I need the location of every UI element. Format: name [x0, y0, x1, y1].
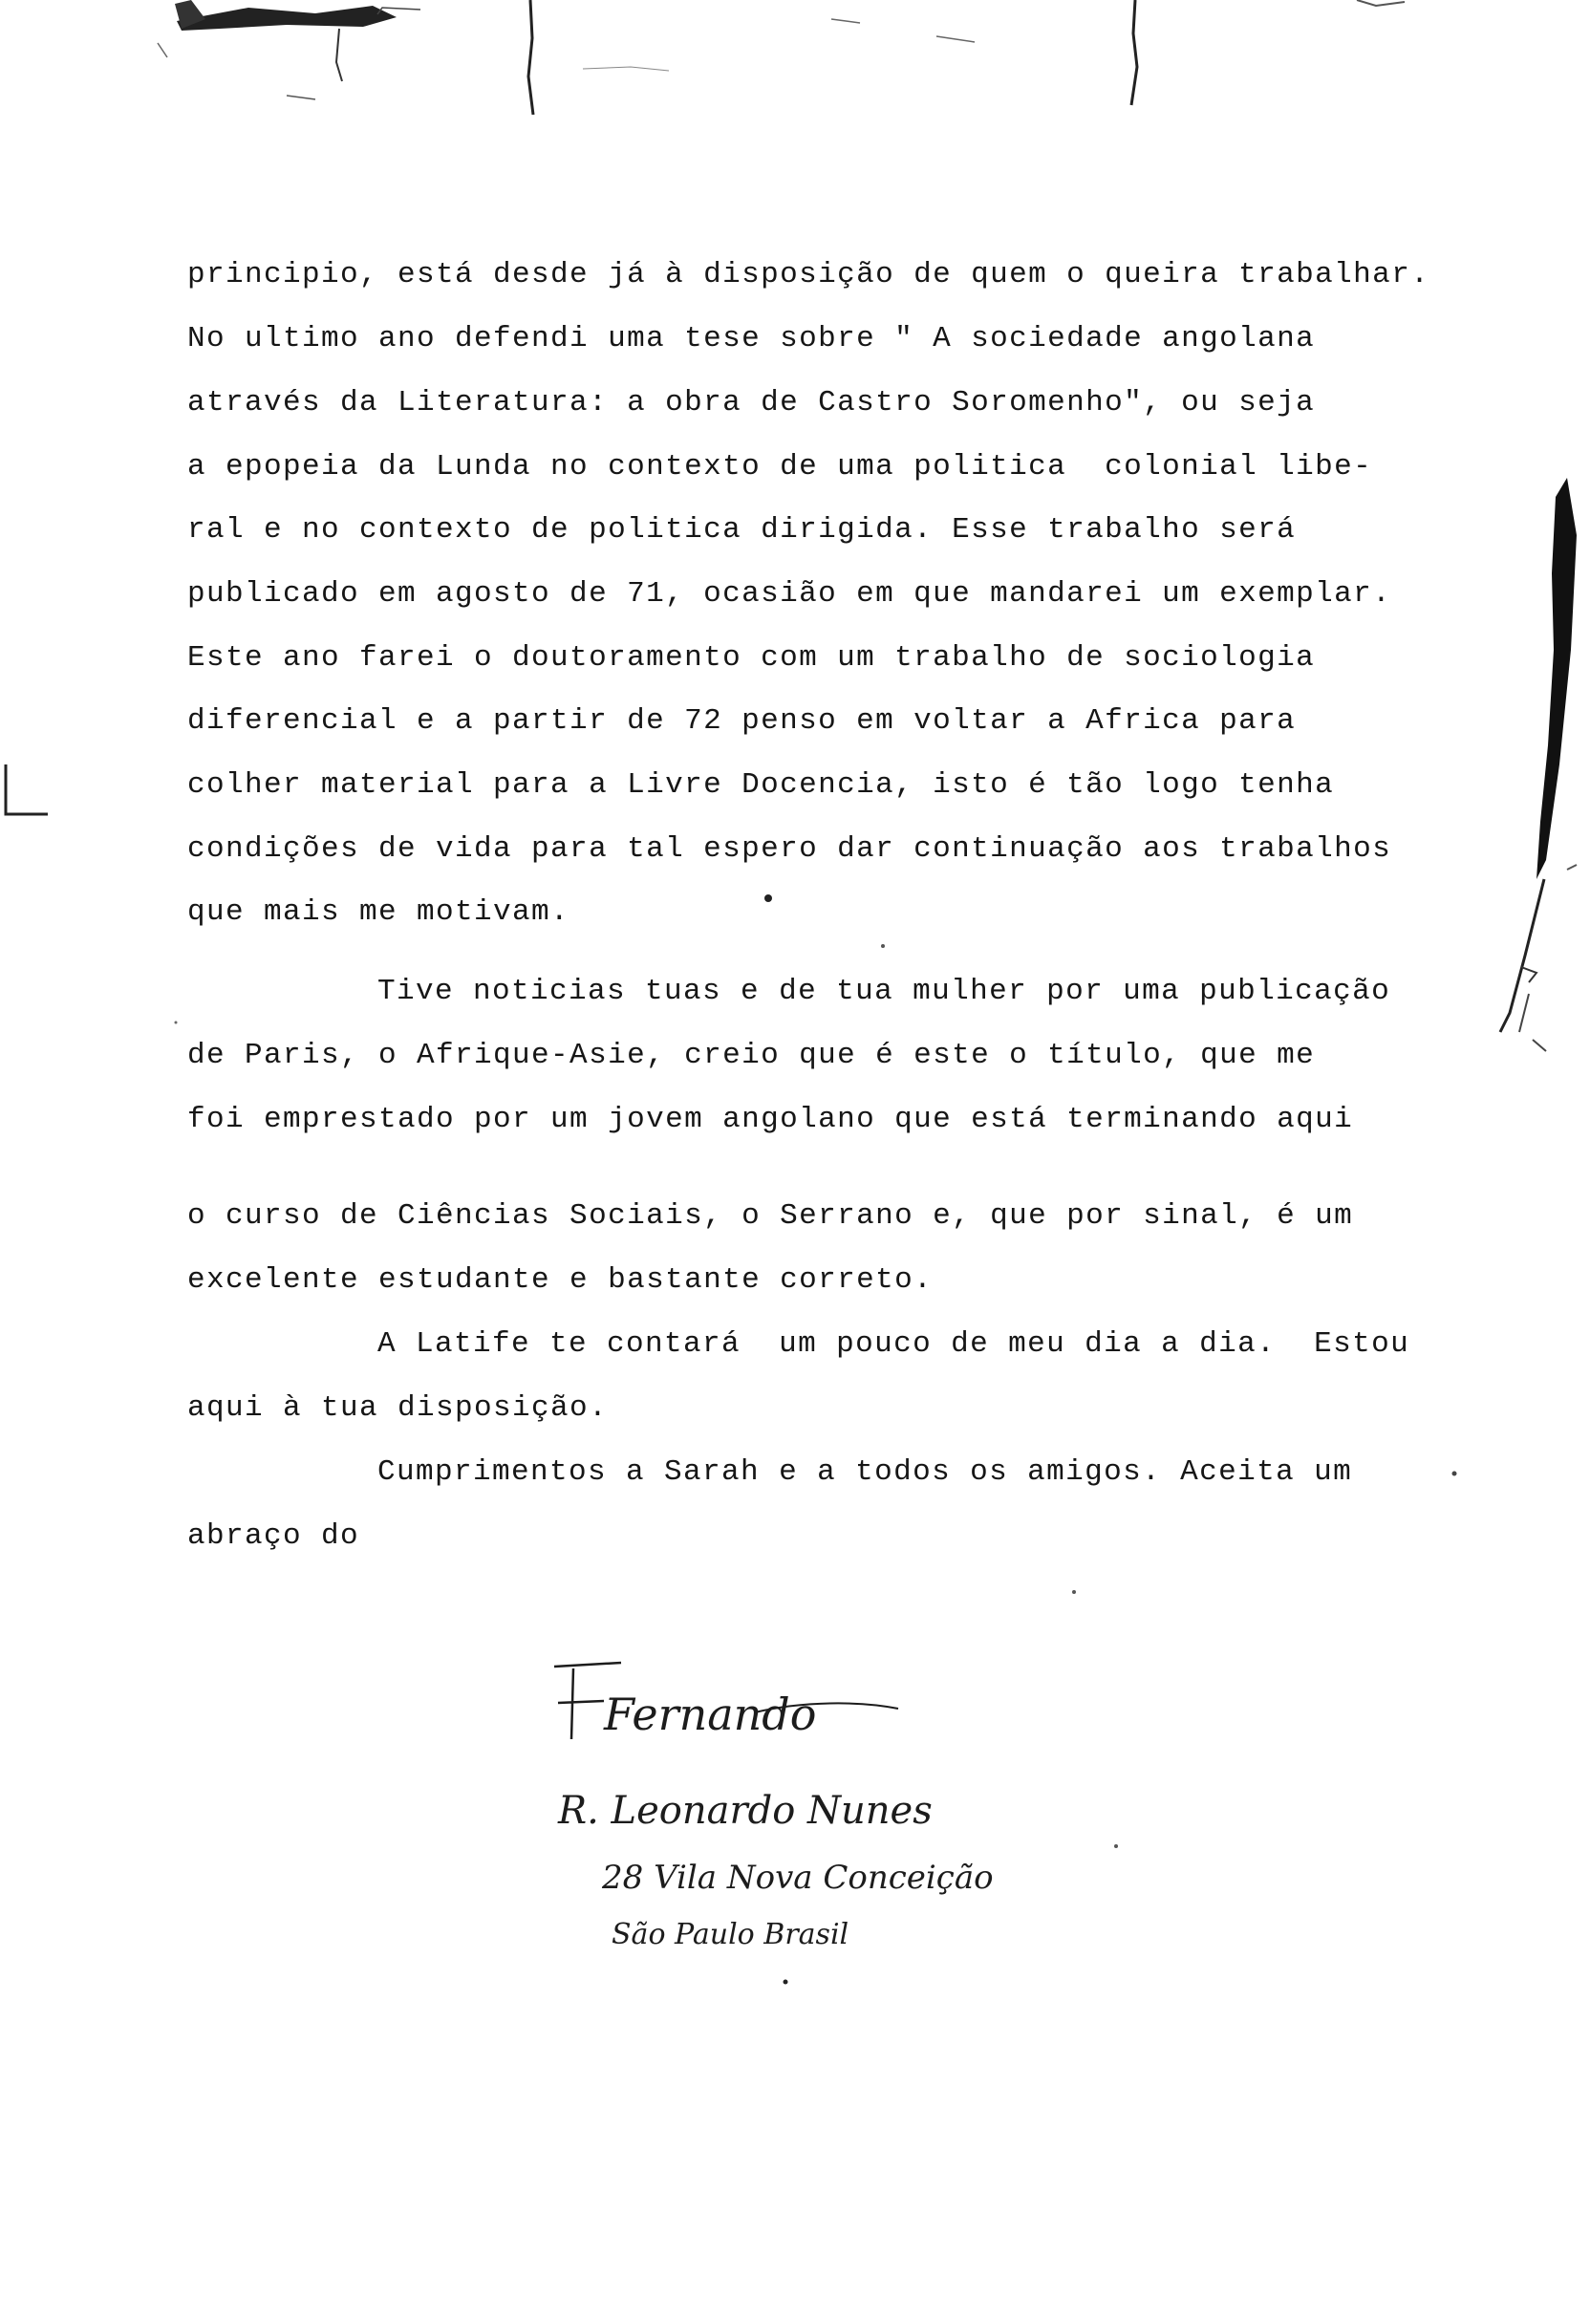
- text-line: o curso de Ciências Sociais, o Serrano e, que por sinal, é um: [187, 1199, 1354, 1233]
- text-line: principio, está desde já à disposição de quem o queira trabalhar.: [187, 258, 1430, 291]
- text-line: No ultimo ano defendi uma tese sobre " A sociedade angolana: [187, 322, 1316, 355]
- closing-line: abraço do: [187, 1519, 360, 1553]
- scan-artifact-right: [1433, 459, 1590, 1070]
- address-line: 28 Vila Nova Conceição: [602, 1859, 994, 1897]
- handwritten-signature: [516, 1653, 1051, 2035]
- text-line: aqui à tua disposição.: [187, 1391, 609, 1425]
- text-line: publicado em agosto de 71, ocasião em que mandarei um exemplar.: [187, 577, 1392, 611]
- text-line: excelente estudante e bastante correto.: [187, 1263, 934, 1297]
- text-line: que mais me motivam.: [187, 895, 570, 929]
- paragraph-start: Cumprimentos a Sarah e a todos os amigos. Aceita um: [377, 1455, 1353, 1489]
- address-line: São Paulo Brasil: [612, 1918, 849, 1951]
- text-line: ral e no contexto de politica dirigida. Esse trabalho será: [187, 513, 1297, 547]
- text-line: colher material para a Livre Docencia, isto é tão logo tenha: [187, 768, 1335, 802]
- text-line: Este ano farei o doutoramento com um trabalho de sociologia: [187, 641, 1316, 675]
- address-line: R. Leonardo Nunes: [558, 1789, 933, 1833]
- paragraph-start: Tive noticias tuas e de tua mulher por uma publicação: [377, 975, 1391, 1008]
- text-line: a epopeia da Lunda no contexto de uma politica colonial libe-: [187, 450, 1373, 484]
- signature-name: Fernando: [604, 1689, 817, 1740]
- scan-artifact-top: [0, 0, 1590, 134]
- paragraph-start: A Latife te contará um pouco de meu dia a dia. Estou: [377, 1327, 1410, 1361]
- text-line: foi emprestado por um jovem angolano que está terminando aqui: [187, 1103, 1354, 1136]
- text-line: condições de vida para tal espero dar continuação aos trabalhos: [187, 832, 1392, 866]
- text-line: diferencial e a partir de 72 penso em voltar a Africa para: [187, 704, 1297, 738]
- text-line: através da Literatura: a obra de Castro Soromenho", ou seja: [187, 386, 1316, 420]
- text-line: de Paris, o Afrique-Asie, creio que é este o título, que me: [187, 1039, 1316, 1072]
- scan-artifact-left: [0, 755, 67, 831]
